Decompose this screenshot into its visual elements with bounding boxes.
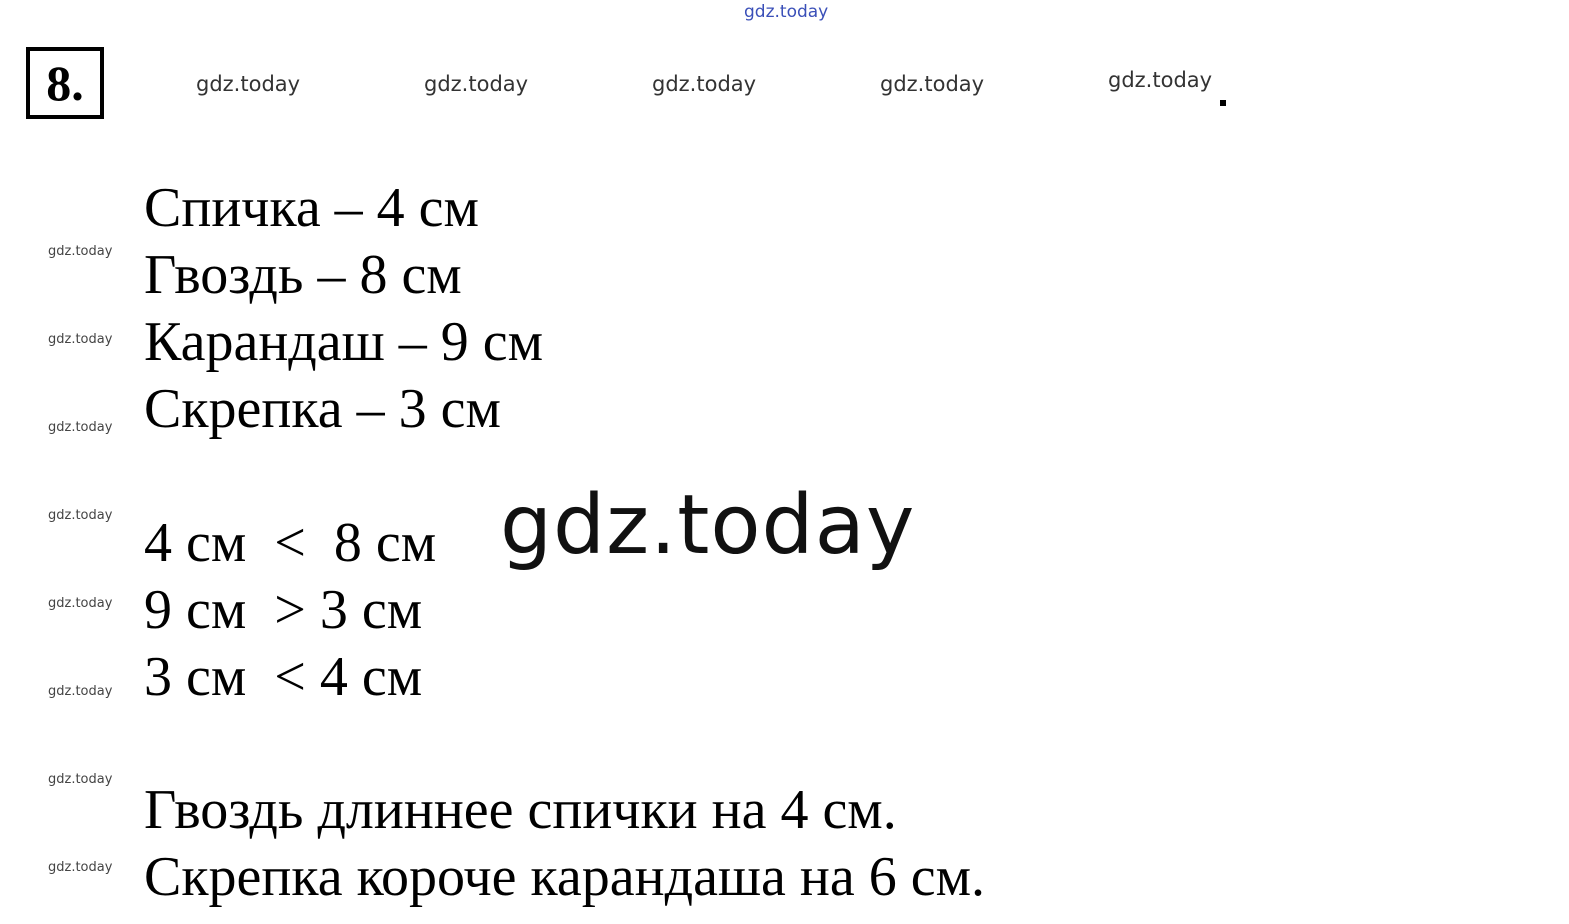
watermark-side-1: gdz.today	[48, 244, 113, 259]
comparison-line-2: 9 см > 3 см	[144, 579, 423, 641]
length-line-match: Спичка – 4 см	[144, 177, 479, 239]
dot-mark	[1220, 100, 1226, 106]
task-number: 8.	[26, 47, 104, 119]
watermark-side-5: gdz.today	[48, 596, 113, 611]
comparison-line-3: 3 см < 4 см	[144, 646, 423, 708]
watermark-side-6: gdz.today	[48, 684, 113, 699]
watermark-row-4: gdz.today	[880, 72, 985, 96]
length-line-nail: Гвоздь – 8 см	[144, 244, 462, 306]
watermark-side-8: gdz.today	[48, 860, 113, 875]
watermark-row-3: gdz.today	[652, 72, 757, 96]
length-line-pencil: Карандаш – 9 см	[144, 311, 544, 373]
watermark-side-3: gdz.today	[48, 420, 113, 435]
watermark-row-1: gdz.today	[196, 72, 301, 96]
watermark-row-5: gdz.today	[1108, 68, 1213, 92]
conclusion-line-2: Скрепка короче карандаша на 6 см.	[144, 846, 986, 908]
watermark-side-4: gdz.today	[48, 508, 113, 523]
watermark-side-2: gdz.today	[48, 332, 113, 347]
watermark-top: gdz.today	[744, 2, 829, 22]
comparison-line-1: 4 см < 8 см	[144, 512, 437, 574]
watermark-row-2: gdz.today	[424, 72, 529, 96]
watermark-big: gdz.today	[500, 478, 916, 573]
watermark-side-7: gdz.today	[48, 772, 113, 787]
conclusion-line-1: Гвоздь длиннее спички на 4 см.	[144, 779, 897, 841]
length-line-paperclip: Скрепка – 3 см	[144, 378, 501, 440]
